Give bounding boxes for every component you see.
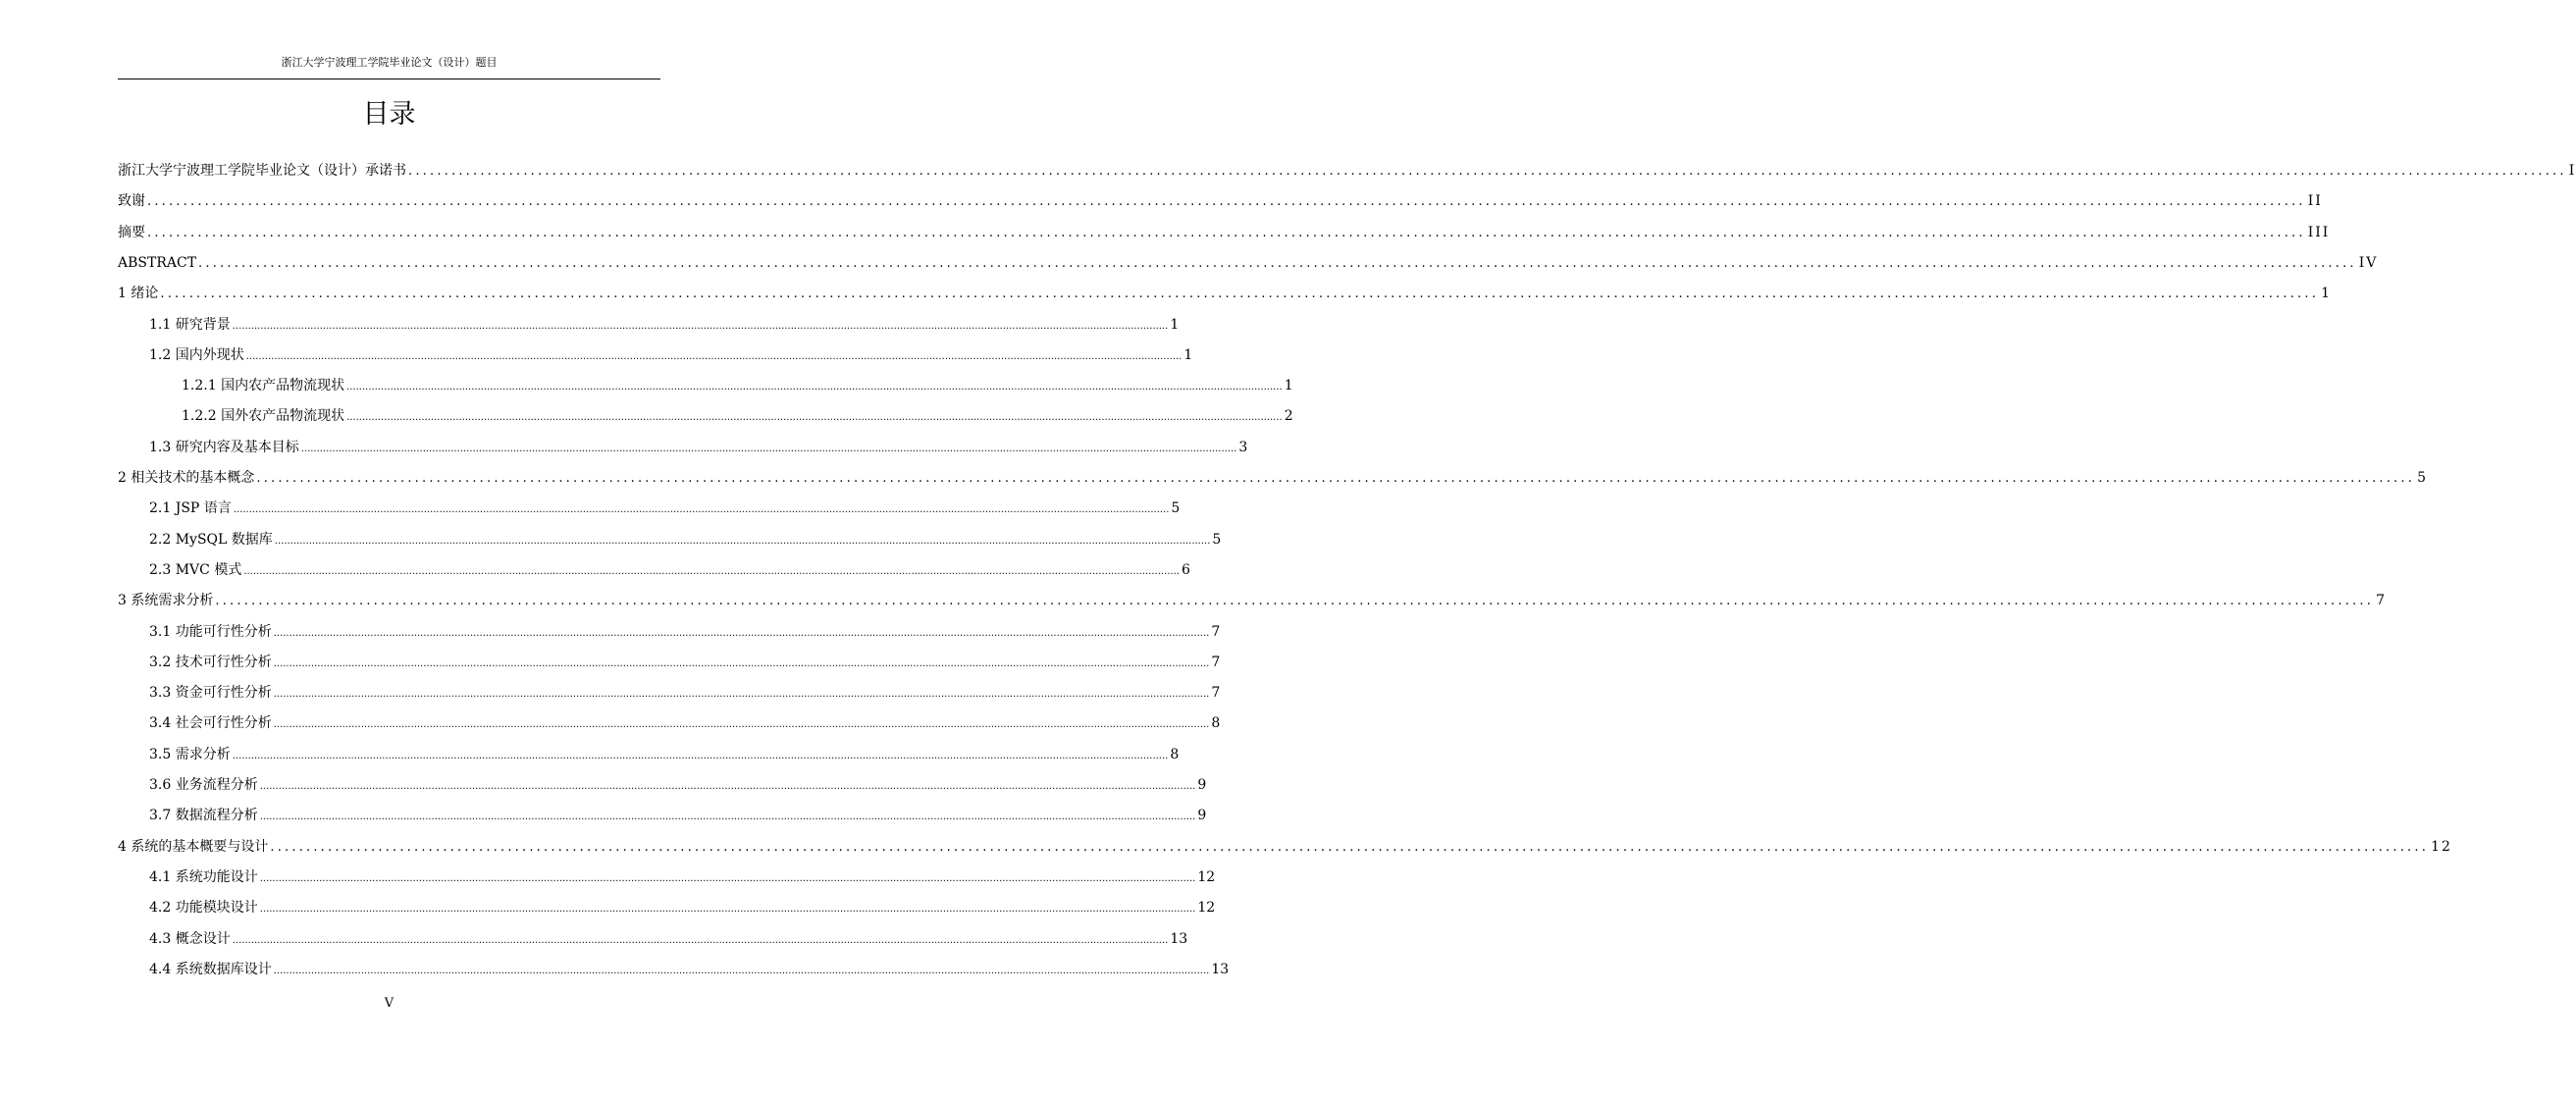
- toc-entry-page: 7: [1211, 655, 1221, 670]
- toc-entry[interactable]: [149, 497, 1181, 520]
- toc-entry-page: III: [2307, 225, 2331, 240]
- toc-entry-label: 1 绪论: [118, 286, 159, 301]
- toc-leader-dots: ............................................................................................................................................................................................................................................................................................................: [346, 382, 1283, 393]
- toc-entry-label: 3.4 社会可行性分析: [149, 715, 272, 731]
- toc-entry[interactable]: [149, 528, 1222, 551]
- toc-leader-dots: ............................................................................................................................................................................................................................................................................................................: [243, 566, 1180, 577]
- toc-entry-label: 4 系统的基本概要与设计: [118, 839, 269, 855]
- toc-entry-label: 1.3 研究内容及基本目标: [149, 440, 299, 455]
- toc-entry-page: IV: [2358, 255, 2379, 271]
- toc-entry-page: 12: [2431, 839, 2452, 855]
- toc-leader-dots: ............................................................................................................................................................................................................................................................................................................: [259, 812, 1196, 822]
- toc-entry-page: 5: [1212, 532, 1222, 548]
- toc-entry[interactable]: [118, 159, 2576, 183]
- toc-leader-dots: ............................................................................................................................................................................................................................................................................................................: [273, 719, 1210, 730]
- toc-entry-label: 2.1 JSP 语言: [149, 500, 232, 516]
- toc-entry-page: 1: [1170, 317, 1180, 333]
- toc-leader-dots: ............................................................................................................................................................................................................................................................................................................: [245, 351, 1183, 362]
- toc-entry-page: 1: [2321, 286, 2332, 301]
- toc-entry[interactable]: [149, 773, 1207, 797]
- toc-entry[interactable]: [118, 589, 2387, 612]
- toc-entry[interactable]: [149, 927, 1188, 951]
- toc-leader-dots: ............................................................................................................................................................................................................................................................................................................: [259, 904, 1196, 915]
- toc-entry-page: 12: [1197, 900, 1216, 916]
- toc-entry-label: 1.2.2 国外农产品物流现状: [182, 408, 345, 424]
- page-number: V: [384, 996, 394, 1011]
- toc-leader-dots: ............................................................................................................................................................................................................................................................................................................: [273, 689, 1210, 700]
- toc-entry-page: 8: [1170, 747, 1180, 762]
- toc-entry[interactable]: [118, 221, 2331, 244]
- toc-leader-dots: ............................................................................................................................................................................................................................................................................................................: [232, 321, 1169, 332]
- toc-entry[interactable]: [118, 189, 2323, 213]
- toc-entry-label: 3 系统需求分析: [118, 593, 214, 608]
- toc-entry-page: 9: [1197, 777, 1207, 793]
- toc-entry-page: 5: [1171, 500, 1181, 516]
- toc-entry-label: 1.2 国内外现状: [149, 347, 244, 363]
- toc-entry[interactable]: [149, 958, 1230, 981]
- toc-entry-label: 3.6 业务流程分析: [149, 777, 258, 793]
- toc-entry[interactable]: [182, 404, 1293, 428]
- toc-leader-dots: ............................................................................................................................................................................................................................................................................................................: [274, 536, 1211, 547]
- toc-entry-page: 9: [1197, 808, 1207, 823]
- toc-entry[interactable]: [149, 865, 1216, 889]
- toc-entry[interactable]: [149, 804, 1207, 827]
- toc-entry-label: 2 相关技术的基本概念: [118, 470, 255, 486]
- toc-entry-page: 7: [1211, 685, 1221, 701]
- toc-entry-page: 13: [1170, 931, 1188, 947]
- toc-leader-dots: ............................................................................................................................................................................................................................................................................................................: [300, 444, 1237, 454]
- toc-entry-label: 3.3 资金可行性分析: [149, 685, 272, 701]
- toc-leader-dots: ............................................................................................................................................................................................................................................................................................................: [270, 840, 2430, 855]
- toc-entry[interactable]: [149, 681, 1221, 705]
- toc-entry-page: 6: [1181, 562, 1190, 578]
- toc-entry-label: 2.3 MVC 模式: [149, 562, 242, 578]
- toc-entry-label: ABSTRACT: [118, 255, 197, 271]
- toc-entry[interactable]: [149, 436, 1248, 459]
- toc-entry-page: 2: [1284, 408, 1293, 424]
- toc-entry[interactable]: [149, 343, 1193, 367]
- toc-entry-page: I: [2568, 163, 2576, 179]
- toc-entry[interactable]: [149, 896, 1216, 919]
- toc-entry-label: 致谢: [118, 193, 145, 209]
- toc-entry[interactable]: [118, 282, 2332, 305]
- toc-entry-page: 7: [2376, 593, 2387, 608]
- toc-entry-label: 1.2.1 国内农产品物流现状: [182, 378, 345, 393]
- toc-entry-label: 摘要: [118, 225, 145, 240]
- toc-leader-dots: ............................................................................................................................................................................................................................................................................................................: [346, 412, 1283, 423]
- toc-leader-dots: ............................................................................................................................................................................................................................................................................................................: [273, 628, 1210, 639]
- toc-entry-page: 1: [1284, 378, 1293, 393]
- toc-leader-dots: ............................................................................................................................................................................................................................................................................................................: [147, 194, 2306, 209]
- toc-entry[interactable]: [118, 251, 2379, 275]
- toc-entry-label: 4.1 系统功能设计: [149, 869, 258, 885]
- toc-entry-label: 4.4 系统数据库设计: [149, 962, 272, 977]
- toc-leader-dots: ............................................................................................................................................................................................................................................................................................................: [273, 658, 1210, 669]
- toc-entry-page: 7: [1211, 624, 1221, 640]
- toc-leader-dots: ............................................................................................................................................................................................................................................................................................................: [147, 226, 2306, 240]
- toc-entry-label: 3.7 数据流程分析: [149, 808, 258, 823]
- toc-leader-dots: ............................................................................................................................................................................................................................................................................................................: [259, 873, 1196, 884]
- toc-entry-label: 3.2 技术可行性分析: [149, 655, 272, 670]
- toc-entry[interactable]: [149, 620, 1221, 644]
- toc-entry[interactable]: [149, 711, 1221, 735]
- toc-leader-dots: ............................................................................................................................................................................................................................................................................................................: [273, 966, 1210, 976]
- toc-entry-page: 3: [1238, 440, 1248, 455]
- toc-entry-label: 浙江大学宁波理工学院毕业论文（设计）承诺书: [118, 163, 406, 179]
- toc-leader-dots: ............................................................................................................................................................................................................................................................................................................: [256, 471, 2416, 486]
- toc-entry[interactable]: [149, 558, 1190, 582]
- toc-entry[interactable]: [149, 743, 1180, 766]
- toc-entry-page: 1: [1183, 347, 1193, 363]
- toc-entry-page: 12: [1197, 869, 1216, 885]
- toc-entry-label: 2.2 MySQL 数据库: [149, 532, 273, 548]
- toc-leader-dots: ............................................................................................................................................................................................................................................................................................................: [233, 504, 1170, 515]
- toc-entry-page: 13: [1211, 962, 1230, 977]
- toc-entry-label: 3.5 需求分析: [149, 747, 231, 762]
- toc-entry-page: 8: [1211, 715, 1221, 731]
- toc-leader-dots: ............................................................................................................................................................................................................................................................................................................: [198, 256, 2357, 271]
- toc-entry-page: II: [2307, 193, 2323, 209]
- toc-entry-label: 4.3 概念设计: [149, 931, 231, 947]
- toc-entry[interactable]: [149, 313, 1180, 337]
- toc-entry-label: 3.1 功能可行性分析: [149, 624, 272, 640]
- toc-entry-label: 4.2 功能模块设计: [149, 900, 258, 916]
- page-title: 目录: [362, 99, 416, 130]
- toc-entry[interactable]: [149, 651, 1221, 674]
- toc-leader-dots: ............................................................................................................................................................................................................................................................................................................: [232, 751, 1169, 761]
- toc-leader-dots: ............................................................................................................................................................................................................................................................................................................: [160, 287, 2320, 301]
- toc-entry[interactable]: [182, 374, 1293, 397]
- toc-leader-dots: ............................................................................................................................................................................................................................................................................................................: [408, 164, 2567, 179]
- toc-entry-page: 5: [2417, 470, 2428, 486]
- page-header: 浙江大学宁波理工学院毕业论文（设计）题目: [281, 56, 498, 69]
- toc-leader-dots: ............................................................................................................................................................................................................................................................................................................: [259, 781, 1196, 792]
- toc-entry-label: 1.1 研究背景: [149, 317, 231, 333]
- toc-leader-dots: ............................................................................................................................................................................................................................................................................................................: [232, 935, 1169, 946]
- toc-leader-dots: ............................................................................................................................................................................................................................................................................................................: [215, 594, 2375, 608]
- toc-entry[interactable]: [118, 835, 2452, 859]
- toc-entry[interactable]: [118, 466, 2428, 490]
